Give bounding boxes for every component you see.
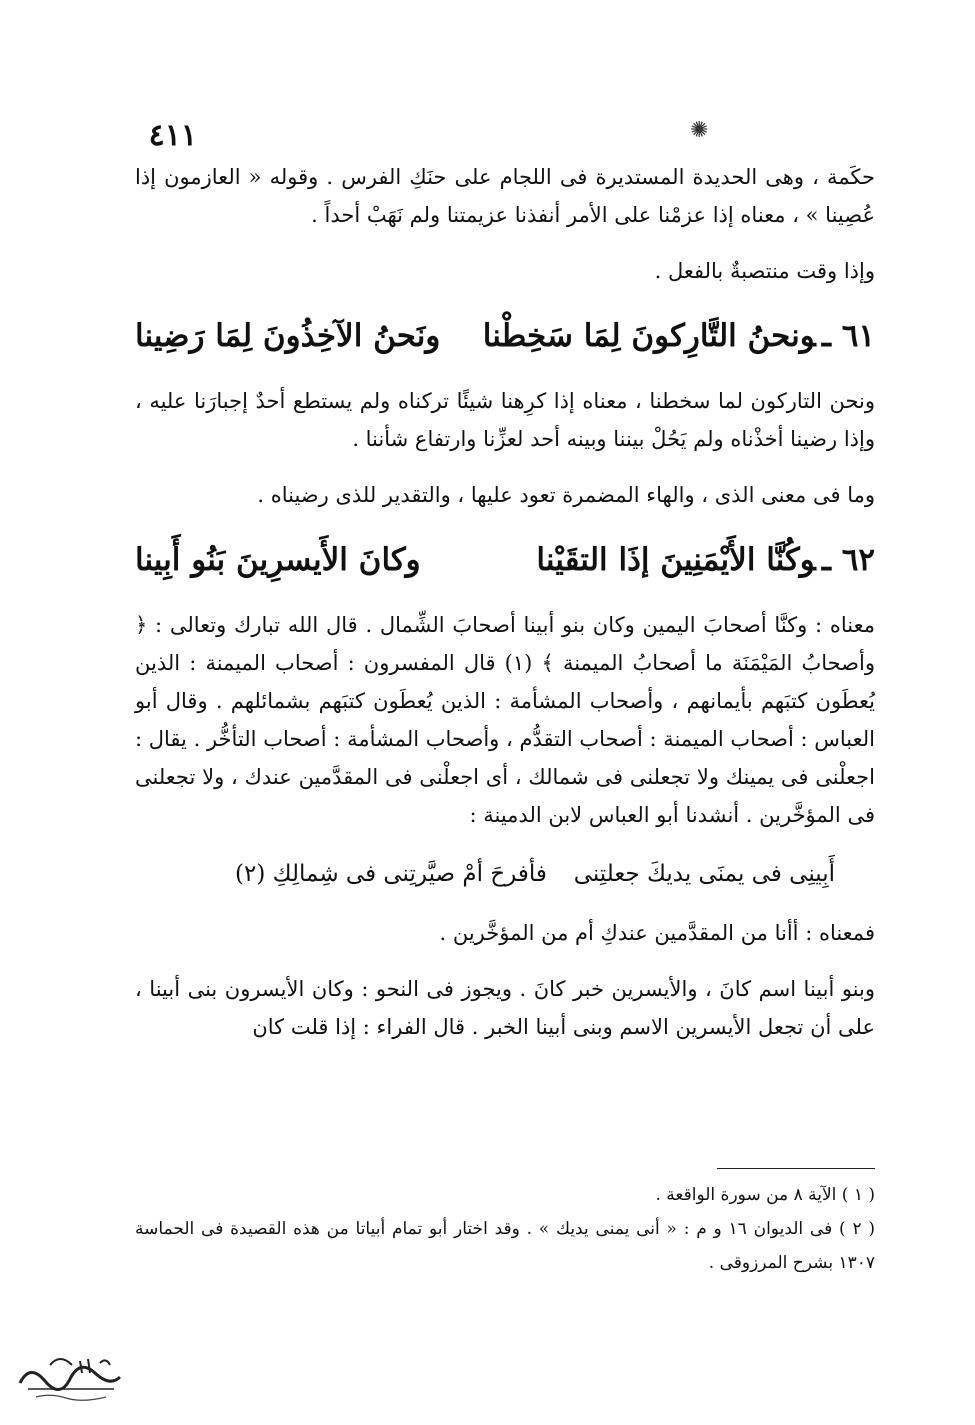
paragraph-5: معناه : وكنَّا أصحابَ اليمين وكان بنو أبينا أصحابَ الشِّمال . قال الله تبارك وتعالى : ﴿ وأصحابُ المَيْمَنَة ما أصحابُ الميمنة ﴾ (١) قال المفسرون : أصحاب الميمنة : الذين يُعطَون كتبَهم بأيمانهم ، وأصحاب المشأمة : الذين يُعطَون كتبَهم بشمائلهم . وقال أبو العباس : أصحاب الميمنة : أصحاب التقدُّم ، وأصحاب المشأمة : أصحاب التأخُّر . يقال : اجعلْنى فى يمينك ولا تجعلنى فى شمالك ، أى اجعلْنى فى المقدَّمين عندك ، ولا تجعلنى فى المؤخَّرين . أنشدنا أبو العباس لابن الدمينة : — [135, 613, 875, 827]
verse-61-number: ٦١ ـ — [821, 318, 875, 354]
paragraph-4: وما فى معنى الذى ، والهاء المضمرة تعود عليها ، والتقدير للذى رضيناه . — [257, 483, 875, 507]
paragraph-6: فمعناه : أأنا من المقدَّمين عندكِ أم من المؤخَّرين . — [439, 921, 875, 945]
main-text — [135, 158, 875, 1064]
verse-61-first-text: ونحنُ التَّارِكونَ لِمَا سَخِطْنا — [482, 318, 816, 354]
footnote-2: ( ٢ ) فى الديوان ١٦ و م : « أنى يمنى يديك » . وقد اختار أبو تمام أبياتا من هذه القصيدة فى الحماسة ١٣٠٧ بشرح المرزوقى . — [135, 1219, 875, 1273]
verse-61-second-hemistich: ونَحنُ الآخِذُونَ لِمَا رَضِينا — [135, 318, 441, 354]
ornament-icon: ✺ — [690, 118, 709, 143]
footnotes — [135, 1178, 875, 1280]
quoted-verse-second-hemistich: فأفرحَ أمْ صيَّرتِنى فى شِمالِكِ (٢) — [235, 861, 547, 887]
quoted-verse — [235, 852, 835, 896]
paragraph-1: حكَمة ، وهى الحديدة المستديرة فى اللجام على حنَكِ الفرس . وقوله « العازمون إذا عُصِينا » ، معناه إذا عزمْنا على الأمر أنفذنا عزيمتنا ولم نَهَبْ أحداً . — [135, 165, 875, 227]
verse-62-first-hemistich — [536, 532, 875, 588]
footnote-divider — [717, 1168, 875, 1169]
verse-62-second-hemistich: وكانَ الأَيسرِينَ بَنُو أَبِينا — [135, 542, 421, 578]
verse-61-first-hemistich — [483, 308, 875, 364]
quoted-verse-first-hemistich: أَبِينِى فى يمنَى يديكَ جعلتِنى — [573, 861, 835, 887]
footnote-1: ( ١ ) الآية ٨ من سورة الواقعة . — [655, 1185, 875, 1205]
verse-62 — [135, 532, 875, 588]
paragraph-3: ونحن التاركون لما سخطنا ، معناه إذا كرِهنا شيئًا تركناه ولم يستطع أحدٌ إجبارَنا عليه ، وإذا رضينا أخذْناه ولم يَحُلْ بيننا وبينه أحد لعزِّنا وارتفاع شأننا . — [135, 389, 875, 451]
paragraph-7: وبنو أبينا اسم كانَ ، والأيسرين خبر كانَ . ويجوز فى النحو : وكان الأيسرون بنى أبينا ، على أن تجعل الأيسرين الاسم وبنى أبينا الخبر . قال الفراء : إذا قلت كان — [135, 977, 875, 1039]
page-number: ٤١١ — [148, 118, 197, 153]
verse-62-number: ٦٢ ـ — [821, 542, 875, 578]
verse-62-first-text: وكُنَّا الأَيْمَنِينَ إذَا التقَيْنا — [536, 542, 816, 578]
verse-61 — [135, 308, 875, 364]
library-stamp-logo — [10, 1343, 130, 1407]
paragraph-2: وإذا وقت منتصبةٌ بالفعل . — [654, 259, 875, 283]
